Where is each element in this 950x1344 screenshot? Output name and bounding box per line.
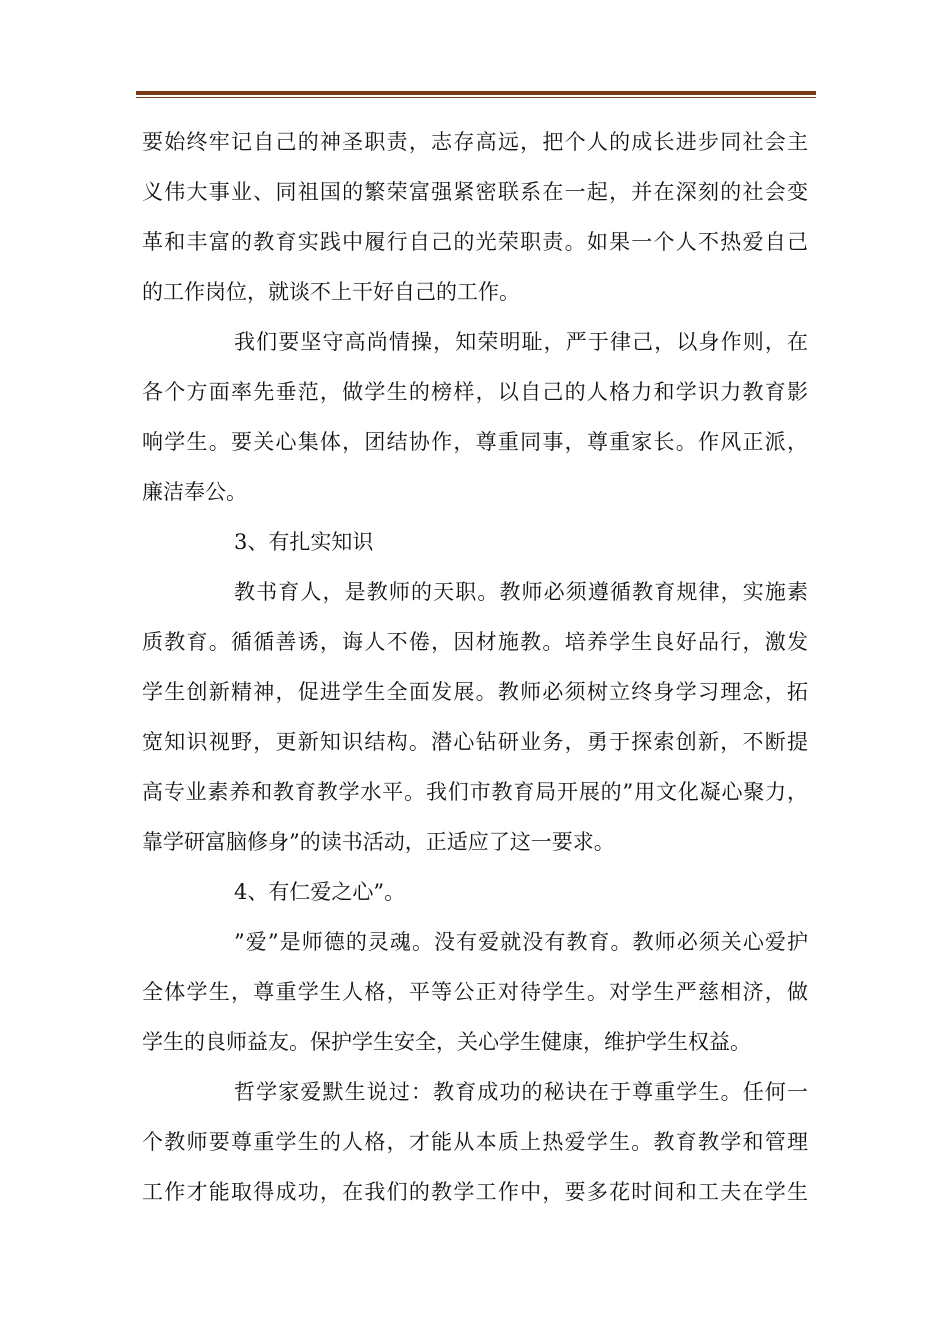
- section-heading: 3、有扎实知识: [234, 530, 374, 554]
- text-line: 宽知识视野，更新知识结构。潜心钻研业务，勇于探索创新，不断提: [142, 730, 808, 754]
- text-line: 革和丰富的教育实践中履行自己的光荣职责。如果一个人不热爱自己: [142, 230, 808, 254]
- text-line: 工作才能取得成功，在我们的教学工作中，要多花时间和工夫在学生: [142, 1180, 808, 1204]
- text-line: 哲学家爱默生说过：教育成功的秘诀在于尊重学生。任何一: [234, 1080, 808, 1104]
- text-line: 要始终牢记自己的神圣职责，志存高远，把个人的成长进步同社会主: [142, 130, 808, 154]
- text-line: 响学生。要关心集体，团结协作，尊重同事，尊重家长。作风正派，: [142, 430, 808, 454]
- text-line: 全体学生，尊重学生人格，平等公正对待学生。对学生严慈相济，做: [142, 980, 808, 1004]
- header-rule-thin: [136, 97, 816, 98]
- text-line: 教书育人，是教师的天职。教师必须遵循教育规律，实施素: [234, 580, 808, 604]
- text-line: 质教育。循循善诱，诲人不倦，因材施教。培养学生良好品行，激发: [142, 630, 808, 654]
- text-line: 各个方面率先垂范，做学生的榜样，以自己的人格力和学识力教育影: [142, 380, 808, 404]
- header-rule: [136, 91, 816, 95]
- text-line: 个教师要尊重学生的人格，才能从本质上热爱学生。教育教学和管理: [142, 1130, 808, 1154]
- text-line: 学生的良师益友。保护学生安全，关心学生健康，维护学生权益。: [142, 1030, 751, 1054]
- section-heading: 4、有仁爱之心”。: [234, 880, 406, 904]
- text-line: 廉洁奉公。: [142, 480, 247, 504]
- text-line: 学生创新精神，促进学生全面发展。教师必须树立终身学习理念，拓: [142, 680, 808, 704]
- text-line: 的工作岗位，就谈不上干好自己的工作。: [142, 280, 520, 304]
- text-line: 靠学研富脑修身”的读书活动，正适应了这一要求。: [142, 830, 615, 854]
- text-line: 义伟大事业、同祖国的繁荣富强紧密联系在一起，并在深刻的社会变: [142, 180, 808, 204]
- body-text: [142, 117, 808, 1217]
- text-line: 高专业素养和教育教学水平。我们市教育局开展的”用文化凝心聚力，: [142, 780, 808, 804]
- text-line: ”爱”是师德的灵魂。没有爱就没有教育。教师必须关心爱护: [234, 930, 808, 954]
- text-line: 我们要坚守高尚情操，知荣明耻，严于律己，以身作则，在: [234, 330, 808, 354]
